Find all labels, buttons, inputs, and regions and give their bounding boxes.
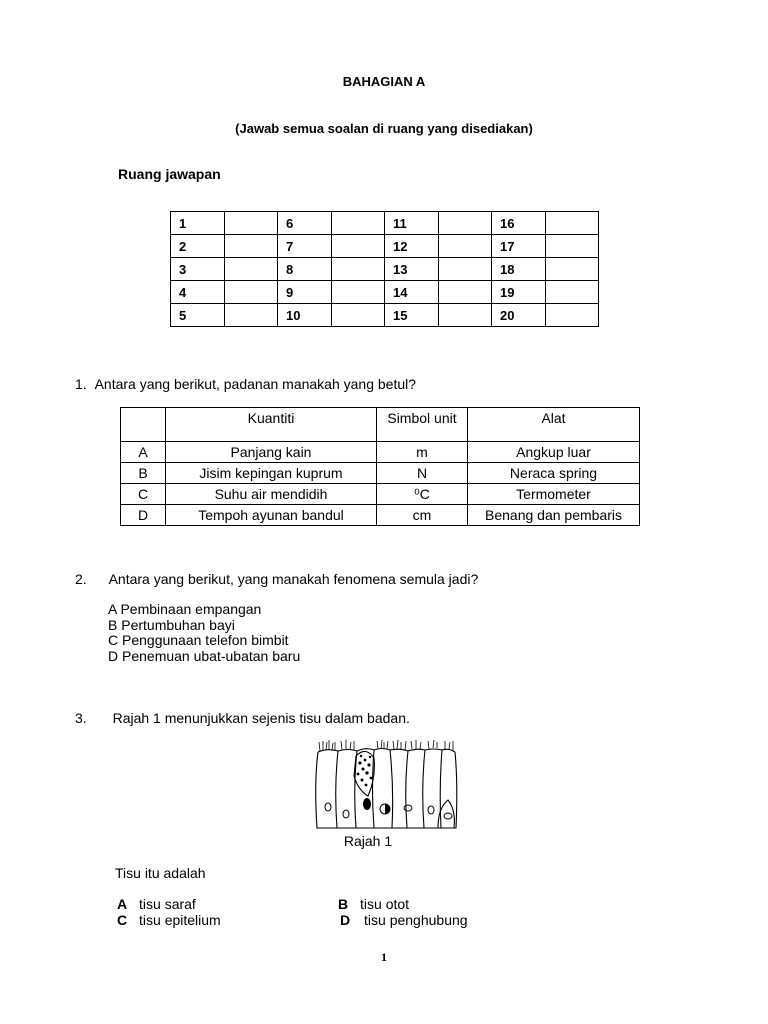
question-number-cell: 6 <box>278 212 332 235</box>
answer-cell[interactable] <box>438 304 492 327</box>
table-cell: D <box>121 505 166 526</box>
option-text: tisu penghubung <box>364 912 468 928</box>
answer-cell[interactable] <box>545 281 599 304</box>
answer-cell[interactable] <box>438 258 492 281</box>
question-number: 2. <box>75 571 87 587</box>
option-item: C Penggunaan telefon bimbit <box>108 632 289 648</box>
answer-cell[interactable] <box>438 281 492 304</box>
question-3 <box>75 710 410 726</box>
option-letter: A <box>117 896 128 912</box>
option-a <box>117 896 196 912</box>
question-number-cell: 9 <box>278 281 332 304</box>
column-header <box>121 408 166 442</box>
figure-caption: Rajah 1 <box>343 833 393 849</box>
question-2 <box>75 571 478 587</box>
answer-space-label: Ruang jawapan <box>118 166 221 182</box>
question-number: 1. <box>75 376 87 392</box>
question-number-cell: 14 <box>385 281 439 304</box>
answer-grid-row <box>171 212 599 235</box>
answer-cell[interactable] <box>438 212 492 235</box>
question-number-cell: 10 <box>278 304 332 327</box>
question-number-cell: 11 <box>385 212 439 235</box>
table-row <box>121 484 640 505</box>
table-row <box>121 463 640 484</box>
question-number-cell: 15 <box>385 304 439 327</box>
table-cell: Jisim kepingan kuprum <box>166 463 377 484</box>
question-number-cell: 12 <box>385 235 439 258</box>
column-header: Simbol unit <box>377 408 468 442</box>
question-number-cell: 16 <box>492 212 546 235</box>
table-cell: Angkup luar <box>468 442 640 463</box>
question-number-cell: 19 <box>492 281 546 304</box>
question-number-cell: 5 <box>171 304 225 327</box>
answer-cell[interactable] <box>438 235 492 258</box>
question-text: Rajah 1 menunjukkan sejenis tisu dalam badan. <box>112 710 410 726</box>
table-header-row <box>121 408 640 442</box>
question-number-cell: 3 <box>171 258 225 281</box>
answer-cell[interactable] <box>331 212 385 235</box>
answer-cell[interactable] <box>545 304 599 327</box>
table-cell: Suhu air mendidih <box>166 484 377 505</box>
question-number-cell: 8 <box>278 258 332 281</box>
answer-cell[interactable] <box>331 258 385 281</box>
answer-cell[interactable] <box>224 235 278 258</box>
question-number-cell: 4 <box>171 281 225 304</box>
option-item: B Pertumbuhan bayi <box>108 616 235 633</box>
question-number-cell: 18 <box>492 258 546 281</box>
table-cell: cm <box>377 505 468 526</box>
option-text: tisu otot <box>360 896 410 912</box>
options-list <box>108 602 300 664</box>
option-item: D Penemuan ubat-ubatan baru <box>108 647 301 664</box>
table-cell: Neraca spring <box>468 463 640 484</box>
table-cell: A <box>121 442 166 463</box>
answer-cell[interactable] <box>224 281 278 304</box>
table-row <box>121 442 640 463</box>
instruction-text: (Jawab semua soalan di ruang yang disediakan) <box>235 121 533 136</box>
option-letter: D <box>340 912 351 928</box>
table-cell: Benang dan pembaris <box>468 505 640 526</box>
section-title: BAHAGIAN A <box>342 74 426 89</box>
quantity-table <box>120 407 640 526</box>
question-number-cell: 1 <box>171 212 225 235</box>
column-header: Alat <box>468 408 640 442</box>
question-stem: Tisu itu adalah <box>115 865 206 881</box>
table-cell: Termometer <box>468 484 640 505</box>
answer-grid <box>170 211 599 327</box>
answer-cell[interactable] <box>331 235 385 258</box>
question-1 <box>75 376 416 392</box>
question-number-cell: 7 <box>278 235 332 258</box>
question-text: Antara yang berikut, padanan manakah yang betul? <box>94 376 417 392</box>
table-cell: B <box>121 463 166 484</box>
answer-cell[interactable] <box>331 304 385 327</box>
answer-grid-row <box>171 258 599 281</box>
option-d <box>340 912 468 928</box>
page-number: 1 <box>381 950 387 964</box>
option-text: tisu epitelium <box>139 912 221 928</box>
answer-cell[interactable] <box>224 212 278 235</box>
option-text: tisu saraf <box>139 896 196 912</box>
table-cell: m <box>377 442 468 463</box>
answer-cell[interactable] <box>224 258 278 281</box>
question-number-cell: 2 <box>171 235 225 258</box>
question-number-cell: 17 <box>492 235 546 258</box>
option-item: A Pembinaan empangan <box>108 601 262 617</box>
table-cell: Panjang kain <box>166 442 377 463</box>
answer-grid-row <box>171 304 599 327</box>
table-cell: C <box>121 484 166 505</box>
table-cell: N <box>377 463 468 484</box>
answer-cell[interactable] <box>545 258 599 281</box>
answer-cell[interactable] <box>224 304 278 327</box>
option-b <box>338 896 409 912</box>
option-letter: C <box>117 912 128 928</box>
answer-cell[interactable] <box>331 281 385 304</box>
column-header: Kuantiti <box>166 408 377 442</box>
table-row <box>121 505 640 526</box>
question-text: Antara yang berikut, yang manakah fenomena semula jadi? <box>108 571 479 587</box>
answer-cell[interactable] <box>545 235 599 258</box>
answer-cell[interactable] <box>545 212 599 235</box>
question-number-cell: 13 <box>385 258 439 281</box>
option-letter: B <box>338 896 349 912</box>
table-cell: Tempoh ayunan bandul <box>166 505 377 526</box>
table-cell: ⁰C <box>377 484 468 505</box>
option-c <box>117 912 221 928</box>
question-number-cell: 20 <box>492 304 546 327</box>
epithelial-tissue-figure <box>308 738 464 836</box>
answer-grid-row <box>171 281 599 304</box>
question-number: 3. <box>75 710 87 726</box>
answer-grid-row <box>171 235 599 258</box>
